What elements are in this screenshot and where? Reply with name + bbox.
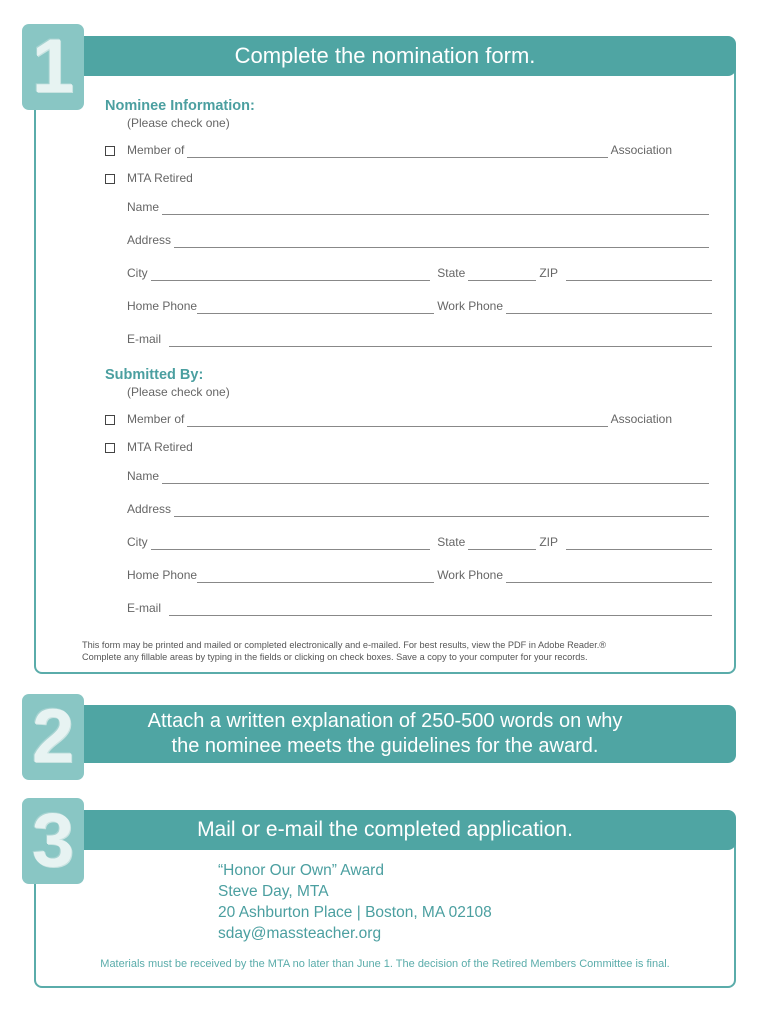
submitter-name-label: Name [127, 469, 160, 483]
nominee-email-label: E-mail [127, 332, 162, 346]
submitter-work-phone-label: Work Phone [437, 568, 503, 582]
step2-title-line1: Attach a written explanation of 250-500 words on why [147, 710, 623, 732]
submitter-state-label: State [437, 535, 466, 549]
nominee-work-phone-label: Work Phone [437, 299, 503, 313]
deadline-note: Materials must be received by the MTA no later than June 1. The decision of the Retired Members Committee is final. [100, 958, 670, 970]
nominee-home-phone-label: Home Phone [127, 299, 198, 313]
submitter-email-label: E-mail [127, 601, 162, 615]
form-instructions-line1: This form may be printed and mailed or completed electronically and e-mailed. For best results, view the PDF in Adobe Reader.® [82, 640, 607, 650]
step3-number-badge [22, 798, 84, 884]
nominee-name-label: Name [127, 200, 160, 214]
nominee-state-label: State [437, 266, 466, 280]
submitter-home-phone-label: Home Phone [127, 568, 198, 582]
submitter-heading: Submitted By: [105, 367, 204, 383]
step2-number-badge [22, 694, 84, 780]
submitter-check-hint: (Please check one) [127, 385, 230, 399]
step1-banner [34, 36, 736, 76]
step1-number-badge [22, 24, 84, 110]
step3-banner [34, 810, 736, 850]
step1-number: 1 [31, 24, 75, 109]
nominee-check-hint: (Please check one) [127, 116, 230, 130]
street-address: 20 Ashburton Place | Boston, MA 02108 [218, 904, 492, 921]
submitter-member-label: Member of [127, 412, 185, 426]
step3-number: 3 [31, 798, 75, 883]
step1-title: Complete the nomination form. [234, 42, 536, 68]
nominee-member-label: Member of [127, 143, 185, 157]
submitter-association-label: Association [610, 412, 672, 426]
award-name: “Honor Our Own” Award [218, 862, 384, 879]
nominee-address-label: Address [127, 233, 172, 247]
form-instructions-line2: Complete any fillable areas by typing in the fields or clicking on check boxes. Save a copy to your computer for your records. [82, 652, 588, 663]
nominee-association-label: Association [610, 143, 672, 157]
submitter-retired-label: MTA Retired [127, 440, 193, 454]
nominee-zip-label: ZIP [539, 266, 558, 280]
step2-number: 2 [31, 694, 75, 779]
nominee-city-label: City [127, 266, 148, 280]
step2-banner [34, 705, 736, 763]
contact-email: sday@massteacher.org [218, 925, 382, 942]
step1-frame [34, 38, 736, 674]
submitter-city-label: City [127, 535, 148, 549]
submitter-address-label: Address [127, 502, 172, 516]
recipient-name: Steve Day, MTA [218, 883, 329, 900]
step3-title: Mail or e-mail the completed application. [197, 818, 573, 842]
submitter-zip-label: ZIP [539, 535, 558, 549]
nominee-retired-label: MTA Retired [127, 171, 193, 185]
nominee-heading: Nominee Information: [105, 98, 255, 114]
step2-title-line2: the nominee meets the guidelines for the award. [171, 735, 599, 757]
